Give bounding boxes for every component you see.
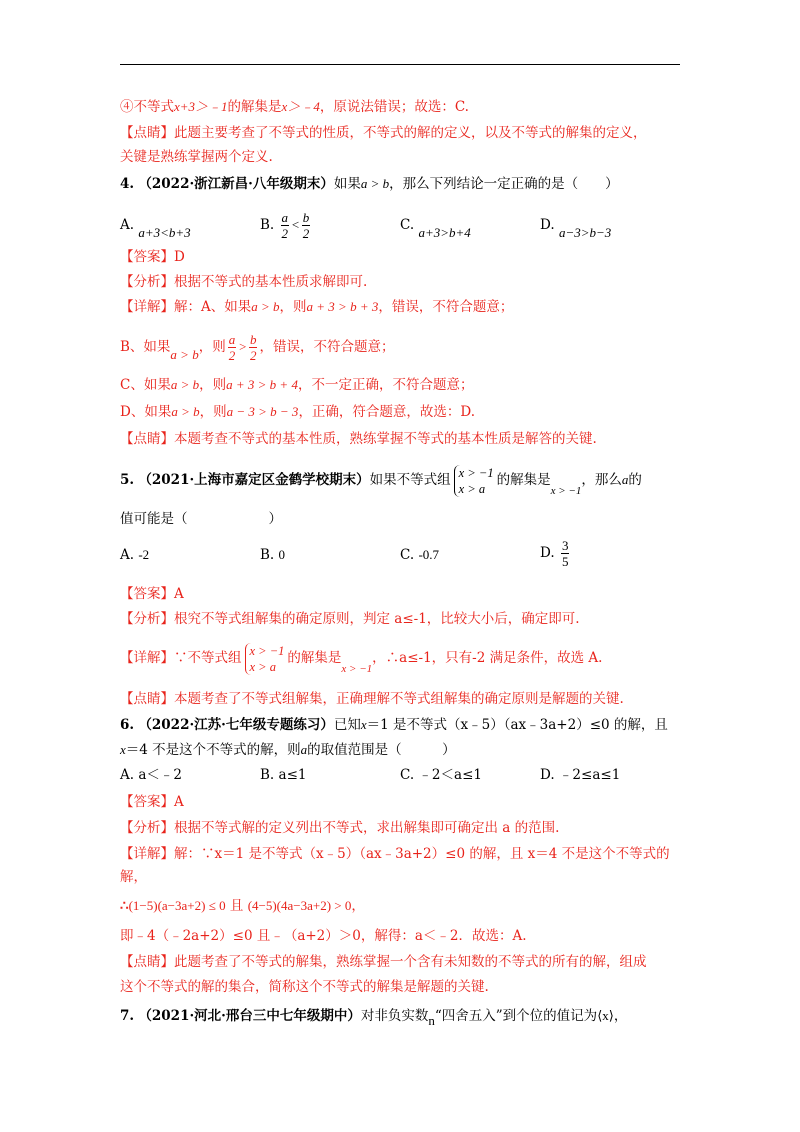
q5-stem (120, 462, 642, 499)
numerator: a (281, 210, 289, 225)
text: 如果不等式组 (369, 472, 451, 488)
text: ，不一定正确，不符合题意； (297, 377, 474, 393)
q5-detail (120, 638, 602, 679)
inequality: x > a (249, 659, 276, 674)
numerator: b (302, 210, 310, 225)
inequality-system (454, 465, 494, 497)
denominator: 2 (228, 348, 236, 363)
option-label: A. (120, 217, 135, 233)
text: ， (351, 898, 365, 914)
text: ， (613, 1008, 628, 1024)
text: ，∴a≤-1，只有-2 满足条件，故选 A. (372, 650, 603, 666)
math: a > b (170, 347, 199, 362)
text: ，则 (279, 299, 307, 315)
option-a[interactable] (120, 546, 149, 564)
inequality-system (245, 643, 285, 675)
option-label: D. (540, 767, 555, 783)
text: D、如果 (120, 404, 172, 420)
option-label: D. (540, 217, 555, 233)
text: ，则 (199, 404, 227, 420)
q6-detail-2: 解， (120, 869, 147, 885)
q4-options (120, 210, 680, 250)
q4-detail-c (120, 376, 473, 394)
prev-solution-line (120, 98, 469, 116)
question-source: （2022·浙江新昌·八年级期末） (138, 176, 334, 192)
text: 的解集是 (496, 472, 551, 488)
math: x＞﹣4 (281, 99, 320, 114)
q5-stem-line2: 值可能是（ ） (120, 511, 282, 527)
text: ＝4 不是这个不等式的解，则 (125, 742, 301, 758)
numerator: b (249, 332, 257, 347)
math: a > b (360, 176, 390, 191)
text: 对非负实数 (360, 1008, 429, 1024)
option-value: ﹣2＜a≤1 (418, 767, 482, 783)
option-value: a≤1 (278, 767, 307, 783)
text: 且 (229, 898, 244, 914)
q4-detail-a (120, 298, 513, 316)
option-label: B. (260, 547, 275, 563)
text: 如果 (333, 176, 361, 192)
denominator: 5 (561, 554, 569, 569)
q4-detail-d (120, 403, 475, 421)
option-value: -2 (138, 547, 150, 562)
math: a > b (170, 377, 200, 392)
text: ，则 (199, 377, 227, 393)
prev-comment-line1: 【点睛】此题主要考查了不等式的性质，不等式的解的定义，以及不等式的解集的定义， (120, 125, 647, 141)
option-label: D. (540, 545, 555, 561)
question-number: 6. (120, 717, 135, 733)
inequality: x > −1 (249, 643, 285, 658)
math: a−3>b−3 (558, 225, 612, 240)
q6-analysis: 【分析】根据不等式解的定义列出不等式，求出解集即可确定出 a 的范围. (120, 820, 560, 836)
option-a[interactable] (120, 766, 182, 784)
option-label: A. (120, 767, 135, 783)
text: ，那么下列结论一定正确的是（ ） (389, 176, 619, 192)
text: 【详解】解：A、如果 (120, 299, 252, 315)
option-d[interactable] (540, 216, 612, 240)
fraction (302, 210, 311, 241)
option-label: C. (400, 547, 415, 563)
q5-analysis: 【分析】根究不等式组解集的确定原则，判定 a≤-1，比较大小后，确定即可. (120, 611, 580, 627)
option-value: -0.7 (418, 547, 440, 562)
option-d[interactable] (540, 766, 620, 784)
text: 的取值范围是（ ） (307, 742, 456, 758)
numerator: 3 (561, 538, 569, 553)
inequality: x > −1 (458, 465, 494, 480)
option-d[interactable] (540, 538, 571, 569)
question-number: 4. (120, 176, 135, 192)
math: ⟨x⟩ (597, 1008, 614, 1023)
header-rule (120, 64, 680, 65)
text: ，正确，符合题意，故选：D. (298, 404, 476, 420)
text: ，则 (198, 339, 226, 355)
math: a + 3 > b + 4 (226, 377, 298, 392)
denominator: 2 (302, 226, 310, 241)
q4-analysis: 【分析】根据不等式的基本性质求解即可. (120, 274, 368, 290)
option-c[interactable] (400, 546, 439, 564)
numerator: a (228, 332, 236, 347)
option-value: 0 (278, 547, 286, 562)
option-value: a＜﹣2 (138, 767, 182, 783)
math: x (360, 717, 367, 732)
question-source: （2021·河北·邢台三中七年级期中） (138, 1008, 361, 1024)
inequality: x > a (458, 481, 486, 496)
q6-comment-1: 【点睛】此题考查了不等式的解集，熟练掌握一个含有未知数的不等式的所有的解，组成 (120, 954, 647, 970)
text: ，错误，不符合题意； (259, 339, 395, 355)
option-label: B. (260, 767, 275, 783)
text: 【详解】∵不等式组 (120, 650, 242, 666)
text: 的解集是 (227, 99, 282, 115)
text: C、如果 (120, 377, 171, 393)
math: n (428, 1013, 435, 1028)
question-source: （2022·江苏·七年级专题练习） (138, 717, 334, 733)
text: 的 (628, 472, 642, 488)
option-label: B. (260, 217, 275, 233)
math: > (238, 339, 247, 354)
q6-options (120, 766, 680, 786)
text: ④不等式 (120, 99, 174, 115)
question-number: 5. (120, 472, 135, 488)
option-value: ﹣2≤a≤1 (558, 767, 621, 783)
text: ，原说法错误；故选：C. (319, 99, 469, 115)
text: 已知 (333, 717, 361, 733)
option-label: A. (120, 547, 135, 563)
question-number: 7. (120, 1008, 135, 1024)
fraction (561, 538, 570, 569)
text: ∴ (120, 898, 129, 914)
q6-detail-3 (120, 897, 365, 915)
math: (4−5)(4a−3a+2) > 0 (247, 898, 352, 913)
text: ，那么 (581, 472, 622, 488)
text: 的解集是 (287, 650, 342, 666)
math: a (300, 742, 308, 757)
prev-comment-line2: 关键是熟练掌握两个定义. (120, 149, 273, 165)
math: x > −1 (341, 663, 373, 675)
q6-detail-1: 【详解】解：∵x＝1 是不等式（x﹣5）（ax﹣3a+2）≤0 的解，且 x＝4 不是这个不等式的 (120, 846, 670, 862)
math: x > −1 (550, 485, 582, 497)
q5-comment: 【点睛】本题考查了不等式组解集，正确理解不等式组解集的确定原则是解题的关键. (120, 691, 624, 707)
text: ＝1 是不等式（x﹣5）（ax﹣3a+2）≤0 的解，且 (366, 717, 668, 733)
math: a > b (251, 299, 280, 314)
fraction (228, 332, 237, 363)
math: x+3＞﹣1 (174, 99, 228, 114)
math: a > b (171, 404, 200, 419)
q4-answer: 【答案】D (120, 249, 185, 265)
denominator: 2 (249, 348, 257, 363)
option-b[interactable] (260, 210, 312, 241)
q6-comment-2: 这个不等式的解的集合，简称这个不等式的解集是解题的关键. (120, 979, 489, 995)
math: a − 3 > b − 3 (226, 404, 299, 419)
option-c[interactable] (400, 216, 471, 240)
q4-detail-b (120, 330, 394, 364)
denominator: 2 (281, 226, 289, 241)
math: a+3>b+4 (418, 225, 471, 240)
q4-stem (120, 175, 619, 193)
option-label: C. (400, 217, 415, 233)
q5-options (120, 538, 680, 578)
q4-comment: 【点睛】本题考查不等式的基本性质，熟练掌握不等式的基本性质是解答的关键. (120, 431, 597, 447)
q6-detail-4: 即﹣4（﹣2a+2）≤0 且﹣（a+2）＞0，解得：a＜﹣2．故选：A. (120, 928, 527, 944)
text: B、如果 (120, 339, 171, 355)
option-a[interactable] (120, 216, 191, 240)
q6-stem-line2 (120, 741, 456, 759)
q5-answer: 【答案】A (120, 586, 184, 602)
option-b[interactable] (260, 766, 306, 784)
q6-stem (120, 716, 668, 734)
math: a + 3 > b + 3 (306, 299, 379, 314)
math: a (621, 472, 629, 487)
q7-stem (120, 1007, 628, 1028)
question-source: （2021·上海市嘉定区金鹤学校期末） (138, 472, 370, 488)
math: a+3<b+3 (138, 225, 191, 240)
option-label: C. (400, 767, 415, 783)
text: ，错误，不符合题意； (378, 299, 514, 315)
option-c[interactable] (400, 766, 482, 784)
math: < (291, 217, 300, 232)
fraction (249, 332, 258, 363)
text: “四舍五入”到个位的值记为 (434, 1008, 598, 1024)
fraction (281, 210, 290, 241)
option-b[interactable] (260, 546, 285, 564)
q6-answer: 【答案】A (120, 794, 184, 810)
math: (1−5)(a−3a+2) ≤ 0 (128, 898, 226, 913)
math: x (120, 742, 126, 757)
